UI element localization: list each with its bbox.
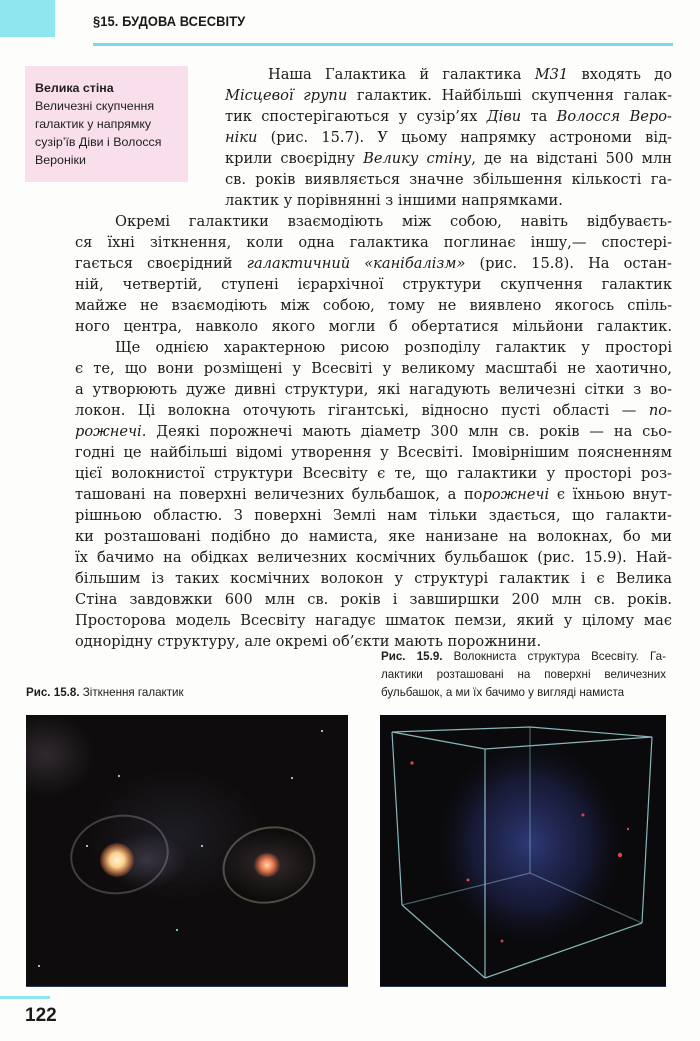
text-line: тик спостерігаються у сузір’ях Діви та Волосся Веро- [225, 108, 672, 125]
text-line: ного центра, навколо якого могли б обертатися мільйони галактик. [75, 318, 672, 335]
corner-accent-block [0, 0, 55, 37]
text-line: Місцевої групи галактик. Найбільші скупчення галак- [225, 87, 672, 104]
footer-accent-line [0, 996, 50, 999]
colliding-galaxies-image [26, 715, 348, 987]
text-line: ки розташовані подібно до намиста, яке нанизане на волокнах, бо ми [75, 528, 672, 545]
text-line: однорідну структуру, але окремі об’єкти мають порожнини. [75, 633, 542, 650]
text-line: рішньою областю. З поверхні Землі нам тільки здається, що галакти- [75, 507, 672, 524]
sidenote-line: галактик у напрямку [35, 117, 152, 131]
text-line: ся їхні зіткнення, коли одна галактика поглинає іншу,— спостері- [75, 234, 672, 251]
text-line: Окремі галактики взаємодіють між собою, навіть відбуваєть- [115, 213, 672, 230]
text-line: Наша Галактика й галактика М31 входять до [268, 66, 672, 83]
text-line: їх бачимо на обідках величезних космічних бульбашок (рис. 15.9). Най- [75, 549, 672, 566]
text-line: Просторова модель Всесвіту нагадує шматок пемзи, який у цілому має [75, 612, 672, 629]
text-line: Ще однією характерною рисою розподілу галактик у просторі [115, 339, 672, 356]
text-line: гається своєрідний галактичний «канібалізм» (рис. 15.8). На остан- [75, 255, 672, 272]
star [201, 845, 203, 847]
text-line: рожнечі. Деякі порожнечі мають діаметр 300 млн св. років — на сьо- [75, 423, 672, 440]
text-line: лактик у порівнянні з іншими напрямками. [225, 192, 563, 209]
star [86, 845, 88, 847]
text-line: годні це найбільші відомі утворення у Всесвіті. Імовірнішим поясненням [75, 444, 672, 461]
caption-line [381, 650, 666, 663]
star [38, 965, 40, 967]
figure-label: Рис. 15.8. [26, 686, 80, 699]
page-number: 122 [25, 1005, 57, 1026]
sidenote-title: Велика стіна [35, 81, 114, 95]
text-line: ній, четвертій, ступені ієрархічної структури скупчення галактик [75, 276, 672, 293]
cosmic-web-cube-image [380, 715, 666, 987]
text-line: є те, що вони розміщені у Всесвіті у великому масштабі не хаотично, [75, 360, 672, 377]
figure-label: Рис. 15.9. [381, 650, 443, 663]
sidenote-great-wall [25, 66, 188, 182]
sidenote-line: сузір’їв Діви і Волосся [35, 135, 162, 149]
star [176, 929, 178, 931]
text-line: ташовані на поверхні величезних бульбашок, а порожнечі є їхньою внут- [75, 486, 672, 503]
text-line: локон. Ці волокна оточують гігантські, відносно пусті області — по- [75, 402, 672, 419]
galaxy-core-left [100, 843, 134, 877]
figure-15-8-caption [26, 686, 184, 699]
caption-line: лактики розташовані на поверхні величезних [381, 668, 666, 681]
sidenote-line: Величезні скупчення [35, 99, 155, 113]
header-underline [93, 43, 673, 46]
text-line: Стіна завдовжки 600 млн св. років і завширшки 200 млн св. років. [75, 591, 672, 608]
sidenote-line: Вероніки [35, 153, 86, 167]
caption-line: бульбашок, а ми їх бачимо у вигляді намиста [381, 686, 625, 699]
text-line: більшим із таких космічних волокон у структурі галактик і є Велика [75, 570, 672, 587]
text-line: ніки (рис. 15.7). У цьому напрямку астрономи від- [225, 129, 672, 146]
text-line: цієї волокнистої структури Всесвіту є те, що галактики у просторі роз- [75, 465, 672, 482]
text-line: св. років виявляється значне збільшення кількості га- [225, 171, 672, 188]
section-title: §15. БУДОВА ВСЕСВІТУ [93, 13, 246, 29]
star [321, 730, 323, 732]
caption-text: Волокниста структура Всесвіту. Га- [453, 650, 666, 663]
galaxy-core-right [254, 853, 280, 877]
caption-text: Зіткнення галактик [82, 686, 184, 699]
text-line: майже не взаємодіють між собою, тому не виявлено якогось спіль- [75, 297, 672, 314]
star [291, 777, 293, 779]
text-line: крили своєрідну Велику стіну, де на відстані 500 млн [225, 150, 672, 167]
star [118, 775, 120, 777]
text-line: а утворюють дуже дивні структури, які нагадують величезні сітки з во- [75, 381, 672, 398]
cube-wireframe-icon [380, 715, 666, 986]
